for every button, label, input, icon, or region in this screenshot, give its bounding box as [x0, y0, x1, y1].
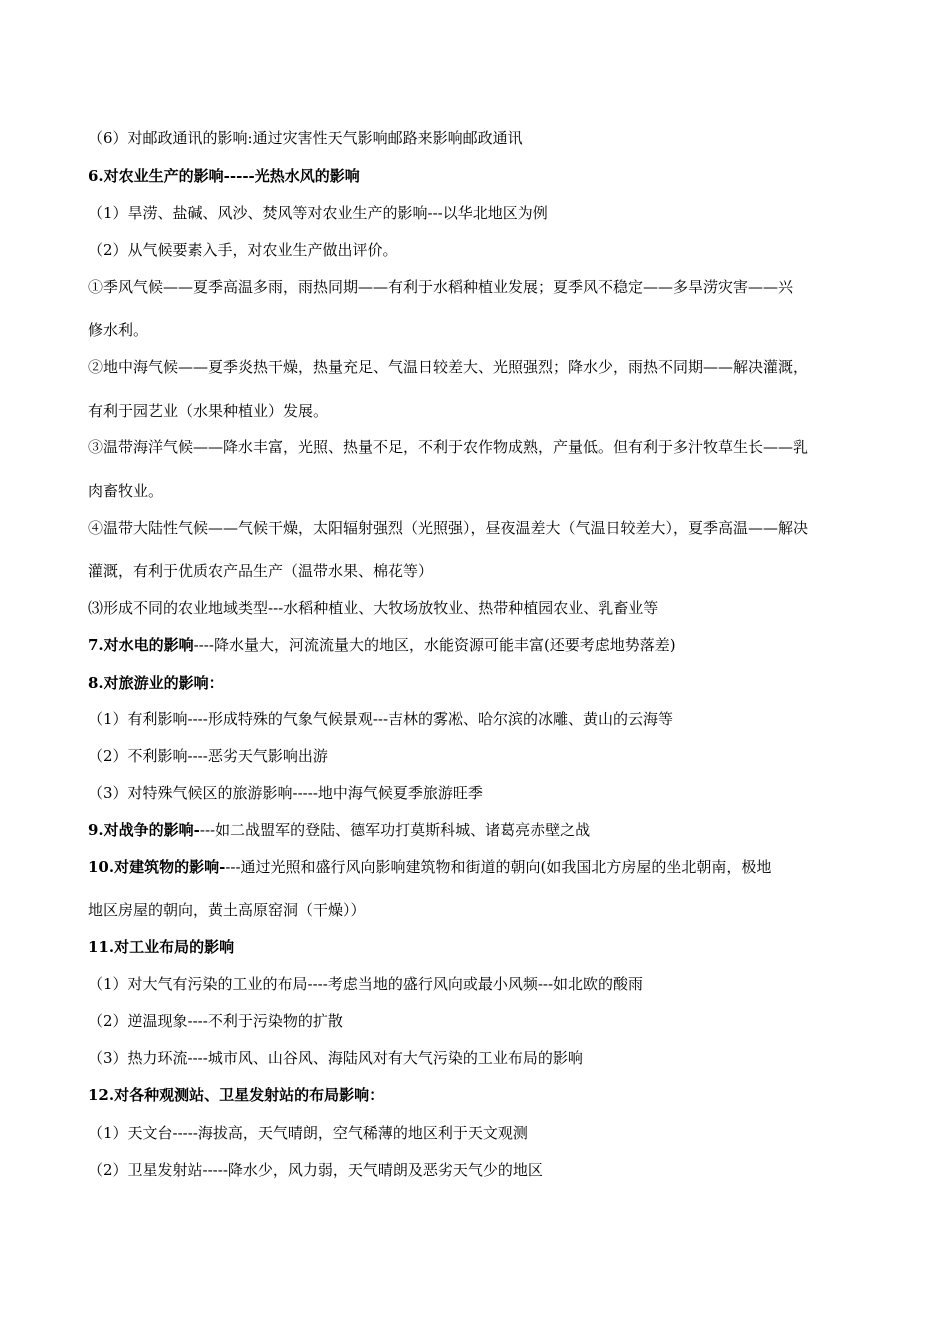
line-text: ---如二战盟军的登陆、德军功打莫斯科城、诸葛亮赤壁之战 [199, 821, 591, 839]
heading-text: 9.对战争的影响- [88, 821, 200, 839]
line-text: （2）从气候要素入手，对农业生产做出评价。 [88, 241, 398, 259]
line-text: 地区房屋的朝向，黄土高原窑洞（干燥）） [88, 901, 366, 919]
line-text: 修水利。 [88, 321, 149, 339]
heading-war [88, 820, 868, 840]
text-line-continental-1 [88, 518, 868, 538]
heading-text: 12.对各种观测站、卫星发射站的布局影响： [88, 1086, 385, 1104]
text-line-oceanic-2 [88, 481, 868, 501]
text-line-agri-1 [88, 203, 868, 223]
line-text: ⑶形成不同的农业地域类型---水稻种植业、大牧场放牧业、热带种植园农业、乳畜业等 [88, 599, 659, 617]
text-line-postal [88, 128, 868, 148]
line-text: （1）对大气有污染的工业的布局----考虑当地的盛行风向或最小风频---如北欧的酸雨 [88, 975, 644, 993]
text-line-mediterranean-2 [88, 401, 868, 421]
line-text: ④温带大陆性气候——气候干燥，太阳辐射强烈（光照强），昼夜温差大（气温日较差大），夏季高温——解决 [88, 519, 809, 537]
line-text: ---通过光照和盛行风向影响建筑物和街道的朝向(如我国北方房屋的坐北朝南，极地 [225, 858, 772, 876]
text-line-agri-2 [88, 240, 868, 260]
line-text: 有利于园艺业（水果种植业）发展。 [88, 402, 329, 420]
text-line-buildings-2 [88, 900, 868, 920]
heading-stations [88, 1085, 868, 1105]
line-text: 灌溉，有利于优质农产品生产（温带水果、棉花等） [88, 562, 434, 580]
text-line-oceanic-1 [88, 437, 868, 457]
heading-text: 7.对水电的影响 [88, 636, 194, 654]
line-text: ①季风气候——夏季高温多雨，雨热同期——有利于水稻种植业发展；夏季风不稳定——多旱涝灾害——兴 [88, 278, 794, 296]
heading-text: 10.对建筑物的影响- [88, 858, 226, 876]
text-line-industry-3 [88, 1048, 868, 1068]
line-text: （1）天文台-----海拔高，天气晴朗，空气稀薄的地区利于天文观测 [88, 1124, 528, 1142]
heading-agriculture [88, 166, 868, 186]
text-line-stations-1 [88, 1123, 868, 1143]
text-line-stations-2 [88, 1160, 868, 1180]
line-text: 肉畜牧业。 [88, 482, 164, 500]
line-text: （3）热力环流----城市风、山谷风、海陆风对有大气污染的工业布局的影响 [88, 1049, 583, 1067]
line-text: （1）有利影响----形成特殊的气象气候景观---吉林的雾凇、哈尔滨的冰雕、黄山的云海等 [88, 710, 674, 728]
line-text: （2）不利影响----恶劣天气影响出游 [88, 747, 328, 765]
text-line-industry-2 [88, 1011, 868, 1031]
heading-text: 11.对工业布局的影响 [88, 938, 235, 956]
line-text: （2）逆温现象----不利于污染物的扩散 [88, 1012, 343, 1030]
text-line-mediterranean-1 [88, 357, 868, 377]
line-text: ③温带海洋气候——降水丰富，光照、热量不足，不利于农作物成熟，产量低。但有利于多汁牧草生长——乳 [88, 438, 809, 456]
text-line-tourism-1 [88, 709, 868, 729]
line-text: （2）卫星发射站-----降水少，风力弱，天气晴朗及恶劣天气少的地区 [88, 1161, 543, 1179]
heading-buildings [88, 857, 868, 877]
heading-text: 8.对旅游业的影响： [88, 674, 224, 692]
heading-hydropower [88, 635, 868, 655]
line-text: ----降水量大，河流流量大的地区，水能资源可能丰富(还要考虑地势落差) [193, 636, 676, 654]
heading-tourism [88, 673, 868, 693]
heading-text: 6.对农业生产的影响-----光热水风的影响 [88, 167, 360, 185]
text-line-monsoon-2 [88, 320, 868, 340]
heading-industry [88, 937, 868, 957]
line-text: （3）对特殊气候区的旅游影响-----地中海气候夏季旅游旺季 [88, 784, 483, 802]
text-line-monsoon-1 [88, 277, 868, 297]
text-line-continental-2 [88, 561, 868, 581]
line-text: （6）对邮政通讯的影响:通过灾害性天气影响邮路来影响邮政通讯 [88, 129, 523, 147]
line-text: ②地中海气候——夏季炎热干燥，热量充足、气温日较差大、光照强烈；降水少，雨热不同期——解决灌溉， [88, 358, 809, 376]
text-line-tourism-2 [88, 746, 868, 766]
text-line-agri-types [88, 598, 868, 618]
text-line-industry-1 [88, 974, 868, 994]
text-line-tourism-3 [88, 783, 868, 803]
line-text: （1）旱涝、盐碱、风沙、焚风等对农业生产的影响---以华北地区为例 [88, 204, 548, 222]
